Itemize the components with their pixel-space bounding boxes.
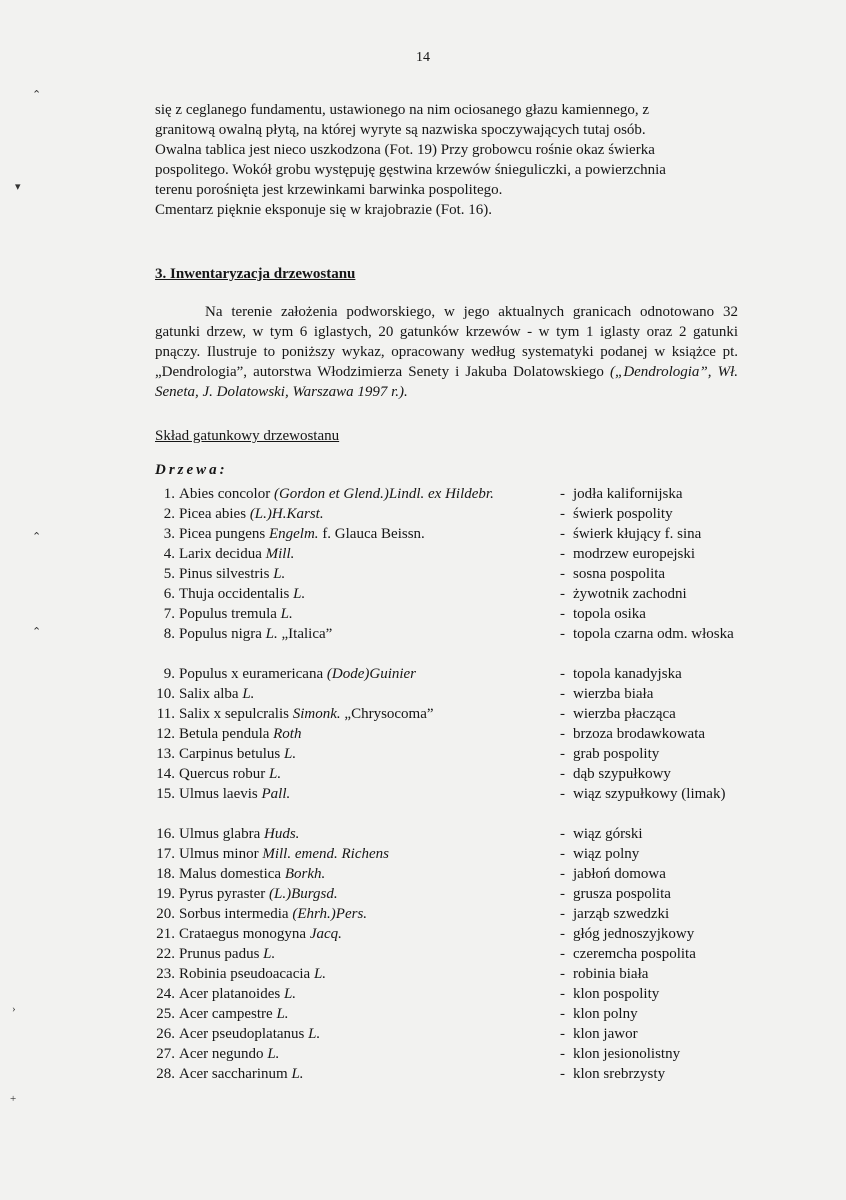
- scan-mark-icon: +: [10, 1093, 17, 1105]
- tree-number: 19.: [156, 886, 175, 902]
- tree-species: Pyrus pyraster: [179, 886, 266, 902]
- tree-species: Betula pendula: [179, 726, 270, 742]
- tree-number: 8.: [163, 626, 175, 642]
- tree-number: 26.: [156, 1026, 175, 1042]
- tree-polish-name: topola kanadyjska: [573, 666, 682, 682]
- list-dash: -: [560, 906, 565, 922]
- scan-mark-icon: ›: [12, 1003, 16, 1015]
- tree-row: [155, 544, 755, 564]
- list-dash: -: [560, 526, 565, 542]
- paragraph-citation: („Dendrologia”, Wł. Seneta, J. Dolatowski, Warszawa 1997 r.).: [155, 364, 738, 400]
- tree-row: [155, 964, 755, 984]
- tree-row: [155, 664, 755, 684]
- intro-line: się z ceglanego fundamentu, ustawionego na nim ociosanego głazu kamiennego, z: [155, 102, 650, 118]
- tree-row: [155, 604, 755, 624]
- tree-species: Populus x euramericana: [179, 666, 324, 682]
- tree-latin-name: [179, 984, 296, 1004]
- inventory-paragraph: [155, 302, 738, 402]
- tree-row: [155, 924, 755, 944]
- tree-polish-name: świerk pospolity: [573, 506, 673, 522]
- tree-author: Huds.: [263, 826, 300, 842]
- tree-number: 10.: [156, 686, 175, 702]
- tree-latin-name: [179, 484, 494, 504]
- tree-species: Salix x sepulcralis: [179, 706, 289, 722]
- tree-polish-name: klon polny: [573, 1006, 638, 1022]
- tree-species: Thuja occidentalis: [179, 586, 290, 602]
- intro-line: terenu porośnięta jest krzewinkami barwinka pospolitego.: [155, 182, 503, 198]
- tree-author: L.: [242, 686, 255, 702]
- tree-suffix: „Chrysocoma”: [340, 706, 434, 722]
- tree-species: Abies concolor: [179, 486, 271, 502]
- tree-author: L.: [283, 986, 297, 1002]
- tree-number: 23.: [156, 966, 175, 982]
- tree-author: L.: [291, 1066, 304, 1082]
- list-dash: -: [560, 826, 565, 842]
- list-dash: -: [560, 946, 565, 962]
- tree-latin-name: [179, 764, 281, 784]
- tree-number: 4.: [163, 546, 175, 562]
- tree-author: (Ehrh.)Pers.: [292, 906, 368, 922]
- list-dash: -: [560, 486, 565, 502]
- tree-species: Salix alba: [179, 686, 239, 702]
- tree-number: 7.: [163, 606, 175, 622]
- tree-polish-name: sosna pospolita: [573, 566, 666, 582]
- tree-species: Prunus padus: [179, 946, 260, 962]
- tree-polish-name: jarząb szwedzki: [573, 906, 670, 922]
- tree-polish-name: wierzba biała: [573, 686, 654, 702]
- list-dash: -: [560, 866, 565, 882]
- scan-mark-icon: ⌃: [32, 626, 42, 638]
- list-dash: -: [560, 726, 565, 742]
- tree-author: Mill.: [265, 546, 295, 562]
- tree-polish-name: wiąz polny: [573, 846, 640, 862]
- tree-species: Picea abies: [179, 506, 247, 522]
- tree-polish-name: czeremcha pospolita: [573, 946, 696, 962]
- tree-species: Sorbus intermedia: [179, 906, 289, 922]
- tree-row: [155, 1064, 755, 1084]
- scan-mark-icon: ⌃: [32, 89, 42, 101]
- tree-number: 24.: [156, 986, 175, 1002]
- tree-latin-name: [179, 664, 416, 684]
- tree-latin-name: [179, 884, 338, 904]
- tree-polish-name: topola czarna odm. włoska: [573, 626, 734, 642]
- tree-latin-name: [179, 1024, 320, 1044]
- tree-number: 14.: [156, 766, 175, 782]
- tree-species: Ulmus laevis: [179, 786, 258, 802]
- tree-number: 13.: [156, 746, 175, 762]
- list-dash: -: [560, 1006, 565, 1022]
- tree-polish-name: głóg jednoszyjkowy: [573, 926, 695, 942]
- tree-row: [155, 564, 755, 584]
- tree-row: [155, 584, 755, 604]
- list-dash: -: [560, 986, 565, 1002]
- list-dash: -: [560, 846, 565, 862]
- tree-latin-name: [179, 524, 425, 544]
- tree-author: (Dode)Guinier: [326, 666, 417, 682]
- tree-latin-name: [179, 824, 299, 844]
- tree-row: [155, 684, 755, 704]
- tree-number: 1.: [163, 486, 175, 502]
- list-dash: -: [560, 926, 565, 942]
- list-dash: -: [560, 1066, 565, 1082]
- tree-row: [155, 824, 755, 844]
- intro-line: Cmentarz pięknie eksponuje się w krajobrazie (Fot. 16).: [155, 202, 492, 218]
- tree-species: Acer pseudoplatanus: [179, 1026, 305, 1042]
- tree-author: Pall.: [261, 786, 291, 802]
- tree-row: [155, 864, 755, 884]
- tree-author: L.: [284, 746, 297, 762]
- tree-author: L.: [313, 966, 327, 982]
- tree-suffix: f. Glauca Beissn.: [318, 526, 425, 542]
- tree-row: [155, 844, 755, 864]
- tree-polish-name: klon pospolity: [573, 986, 660, 1002]
- list-dash: -: [560, 566, 565, 582]
- tree-row: [155, 1024, 755, 1044]
- list-dash: -: [560, 626, 565, 642]
- tree-polish-name: świerk kłujący f. sina: [573, 526, 702, 542]
- tree-polish-name: wiąz górski: [573, 826, 643, 842]
- list-dash: -: [560, 666, 565, 682]
- tree-latin-name: [179, 924, 342, 944]
- intro-line: Owalna tablica jest nieco uszkodzona (Fot. 19) Przy grobowcu rośnie okaz świerka: [155, 142, 655, 158]
- tree-species: Ulmus minor: [179, 846, 259, 862]
- tree-number: 22.: [156, 946, 175, 962]
- scan-mark-icon: ▾: [15, 181, 21, 193]
- tree-author: Engelm.: [268, 526, 319, 542]
- tree-polish-name: jabłoń domowa: [573, 866, 666, 882]
- tree-number: 25.: [156, 1006, 175, 1022]
- tree-latin-name: [179, 704, 434, 724]
- tree-polish-name: wierzba płacząca: [573, 706, 676, 722]
- tree-latin-name: [179, 1064, 304, 1084]
- list-dash: -: [560, 546, 565, 562]
- species-subheading: Skład gatunkowy drzewostanu: [155, 428, 340, 444]
- tree-number: 5.: [163, 566, 175, 582]
- tree-author: (L.)Burgsd.: [269, 886, 338, 902]
- tree-polish-name: jodła kalifornijska: [573, 486, 683, 502]
- intro-line: granitową owalną płytą, na której wyryte są nazwiska spoczywających tutaj osób.: [155, 122, 646, 138]
- tree-author: L.: [308, 1026, 321, 1042]
- tree-polish-name: klon jesionolistny: [573, 1046, 681, 1062]
- list-dash: -: [560, 746, 565, 762]
- tree-author: (Gordon et Glend.)Lindl. ex Hildebr.: [273, 486, 494, 502]
- tree-polish-name: modrzew europejski: [573, 546, 696, 562]
- tree-row: [155, 904, 755, 924]
- tree-number: 27.: [156, 1046, 175, 1062]
- tree-species: Acer negundo: [179, 1046, 264, 1062]
- tree-number: 16.: [156, 826, 175, 842]
- tree-row: [155, 724, 755, 744]
- tree-row: [155, 884, 755, 904]
- tree-species: Ulmus glabra: [179, 826, 261, 842]
- tree-polish-name: żywotnik zachodni: [573, 586, 687, 602]
- intro-paragraph: [155, 100, 738, 220]
- tree-number: 6.: [163, 586, 175, 602]
- tree-number: 9.: [163, 666, 175, 682]
- tree-row: [155, 784, 755, 824]
- list-dash: -: [560, 886, 565, 902]
- tree-row: [155, 764, 755, 784]
- tree-polish-name: dąb szypułkowy: [573, 766, 671, 782]
- tree-suffix: „Italica”: [277, 626, 333, 642]
- tree-polish-name: robinia biała: [573, 966, 649, 982]
- tree-author: L.: [267, 1046, 280, 1062]
- tree-number: 15.: [156, 786, 175, 802]
- tree-author: Borkh.: [284, 866, 326, 882]
- tree-species: Acer saccharinum: [179, 1066, 288, 1082]
- tree-author: L.: [280, 606, 293, 622]
- tree-row: [155, 1044, 755, 1064]
- tree-author: L.: [293, 586, 306, 602]
- tree-latin-name: [179, 724, 301, 744]
- tree-latin-name: [179, 584, 305, 604]
- intro-line: pospolitego. Wokół grobu występuję gęstwina krzewów śnieguliczki, a powierzchnia: [155, 162, 666, 178]
- list-dash: -: [560, 586, 565, 602]
- list-dash: -: [560, 706, 565, 722]
- tree-polish-name: wiąz szypułkowy (limak): [573, 786, 726, 802]
- tree-polish-name: klon jawor: [573, 1026, 638, 1042]
- list-dash: -: [560, 786, 565, 802]
- tree-latin-name: [179, 1044, 279, 1064]
- tree-species: Pinus silvestris: [179, 566, 270, 582]
- tree-author: L.: [265, 626, 278, 642]
- tree-species: Acer campestre: [179, 1006, 273, 1022]
- tree-author: L.: [276, 1006, 289, 1022]
- scan-mark-icon: ⌃: [32, 531, 42, 543]
- tree-author: (L.)H.Karst.: [249, 506, 324, 522]
- tree-latin-name: [179, 944, 275, 964]
- tree-number: 3.: [163, 526, 175, 542]
- trees-label: Drzewa:: [155, 462, 228, 478]
- tree-latin-name: [179, 904, 367, 924]
- tree-row: [155, 1004, 755, 1024]
- tree-number: 18.: [156, 866, 175, 882]
- tree-author: Jacq.: [309, 926, 342, 942]
- tree-author: Mill. emend. Richens: [262, 846, 389, 862]
- tree-latin-name: [179, 964, 326, 984]
- tree-polish-name: brzoza brodawkowata: [573, 726, 706, 742]
- tree-number: 17.: [156, 846, 175, 862]
- tree-row: [155, 984, 755, 1004]
- tree-polish-name: klon srebrzysty: [573, 1066, 666, 1082]
- tree-number: 28.: [156, 1066, 175, 1082]
- tree-row: [155, 504, 755, 524]
- list-dash: -: [560, 1046, 565, 1062]
- tree-number: 11.: [156, 706, 175, 722]
- tree-number: 12.: [156, 726, 175, 742]
- tree-latin-name: [179, 604, 293, 624]
- list-dash: -: [560, 686, 565, 702]
- list-dash: -: [560, 966, 565, 982]
- tree-number: 21.: [156, 926, 175, 942]
- tree-species: Malus domestica: [179, 866, 282, 882]
- tree-number: 2.: [163, 506, 175, 522]
- tree-number: 20.: [156, 906, 175, 922]
- list-dash: -: [560, 766, 565, 782]
- tree-list: [155, 484, 755, 1084]
- tree-author: L.: [263, 946, 276, 962]
- section-heading: 3. Inwentaryzacja drzewostanu: [155, 266, 356, 282]
- tree-species: Carpinus betulus: [179, 746, 281, 762]
- page-number: 14: [416, 50, 430, 65]
- tree-polish-name: topola osika: [573, 606, 646, 622]
- tree-row: [155, 744, 755, 764]
- tree-species: Quercus robur: [179, 766, 266, 782]
- tree-author: L.: [273, 566, 286, 582]
- tree-species: Crataegus monogyna: [179, 926, 307, 942]
- tree-polish-name: grab pospolity: [573, 746, 660, 762]
- tree-author: L.: [268, 766, 282, 782]
- tree-latin-name: [179, 624, 332, 644]
- paragraph-text: Na terenie założenia podworskiego, w jego aktualnych granicach odnotowano 32 gatunki drzew, w tym 6 iglastych, 20 gatunków krzewów - w tym 1 iglasty oraz 2 gatunki pnączy. Ilustruje to poniższy wykaz, opracowany według systematyki podanej w książce pt. „Dendrologia”, autorstwa Włodzimierza Senety i Jakuba Dolatowskiego: [155, 304, 738, 380]
- tree-species: Populus nigra: [179, 626, 262, 642]
- tree-latin-name: [179, 844, 389, 864]
- tree-author: Roth: [273, 726, 302, 742]
- list-dash: -: [560, 506, 565, 522]
- tree-latin-name: [179, 504, 324, 524]
- tree-species: Acer platanoides: [179, 986, 281, 1002]
- tree-latin-name: [179, 544, 294, 564]
- list-dash: -: [560, 1026, 565, 1042]
- tree-polish-name: grusza pospolita: [573, 886, 671, 902]
- tree-latin-name: [179, 684, 254, 704]
- tree-row: [155, 944, 755, 964]
- tree-latin-name: [179, 1004, 289, 1024]
- tree-row: [155, 484, 755, 504]
- tree-author: Simonk.: [292, 706, 341, 722]
- tree-latin-name: [179, 744, 296, 764]
- tree-latin-name: [179, 564, 285, 584]
- tree-species: Populus tremula: [179, 606, 277, 622]
- tree-latin-name: [179, 864, 325, 884]
- tree-row: [155, 704, 755, 724]
- list-dash: -: [560, 606, 565, 622]
- tree-species: Picea pungens: [179, 526, 266, 542]
- tree-species: Robinia pseudoacacia: [179, 966, 311, 982]
- tree-species: Larix decidua: [179, 546, 262, 562]
- tree-latin-name: [179, 784, 290, 804]
- tree-row: [155, 524, 755, 544]
- tree-row: [155, 624, 755, 664]
